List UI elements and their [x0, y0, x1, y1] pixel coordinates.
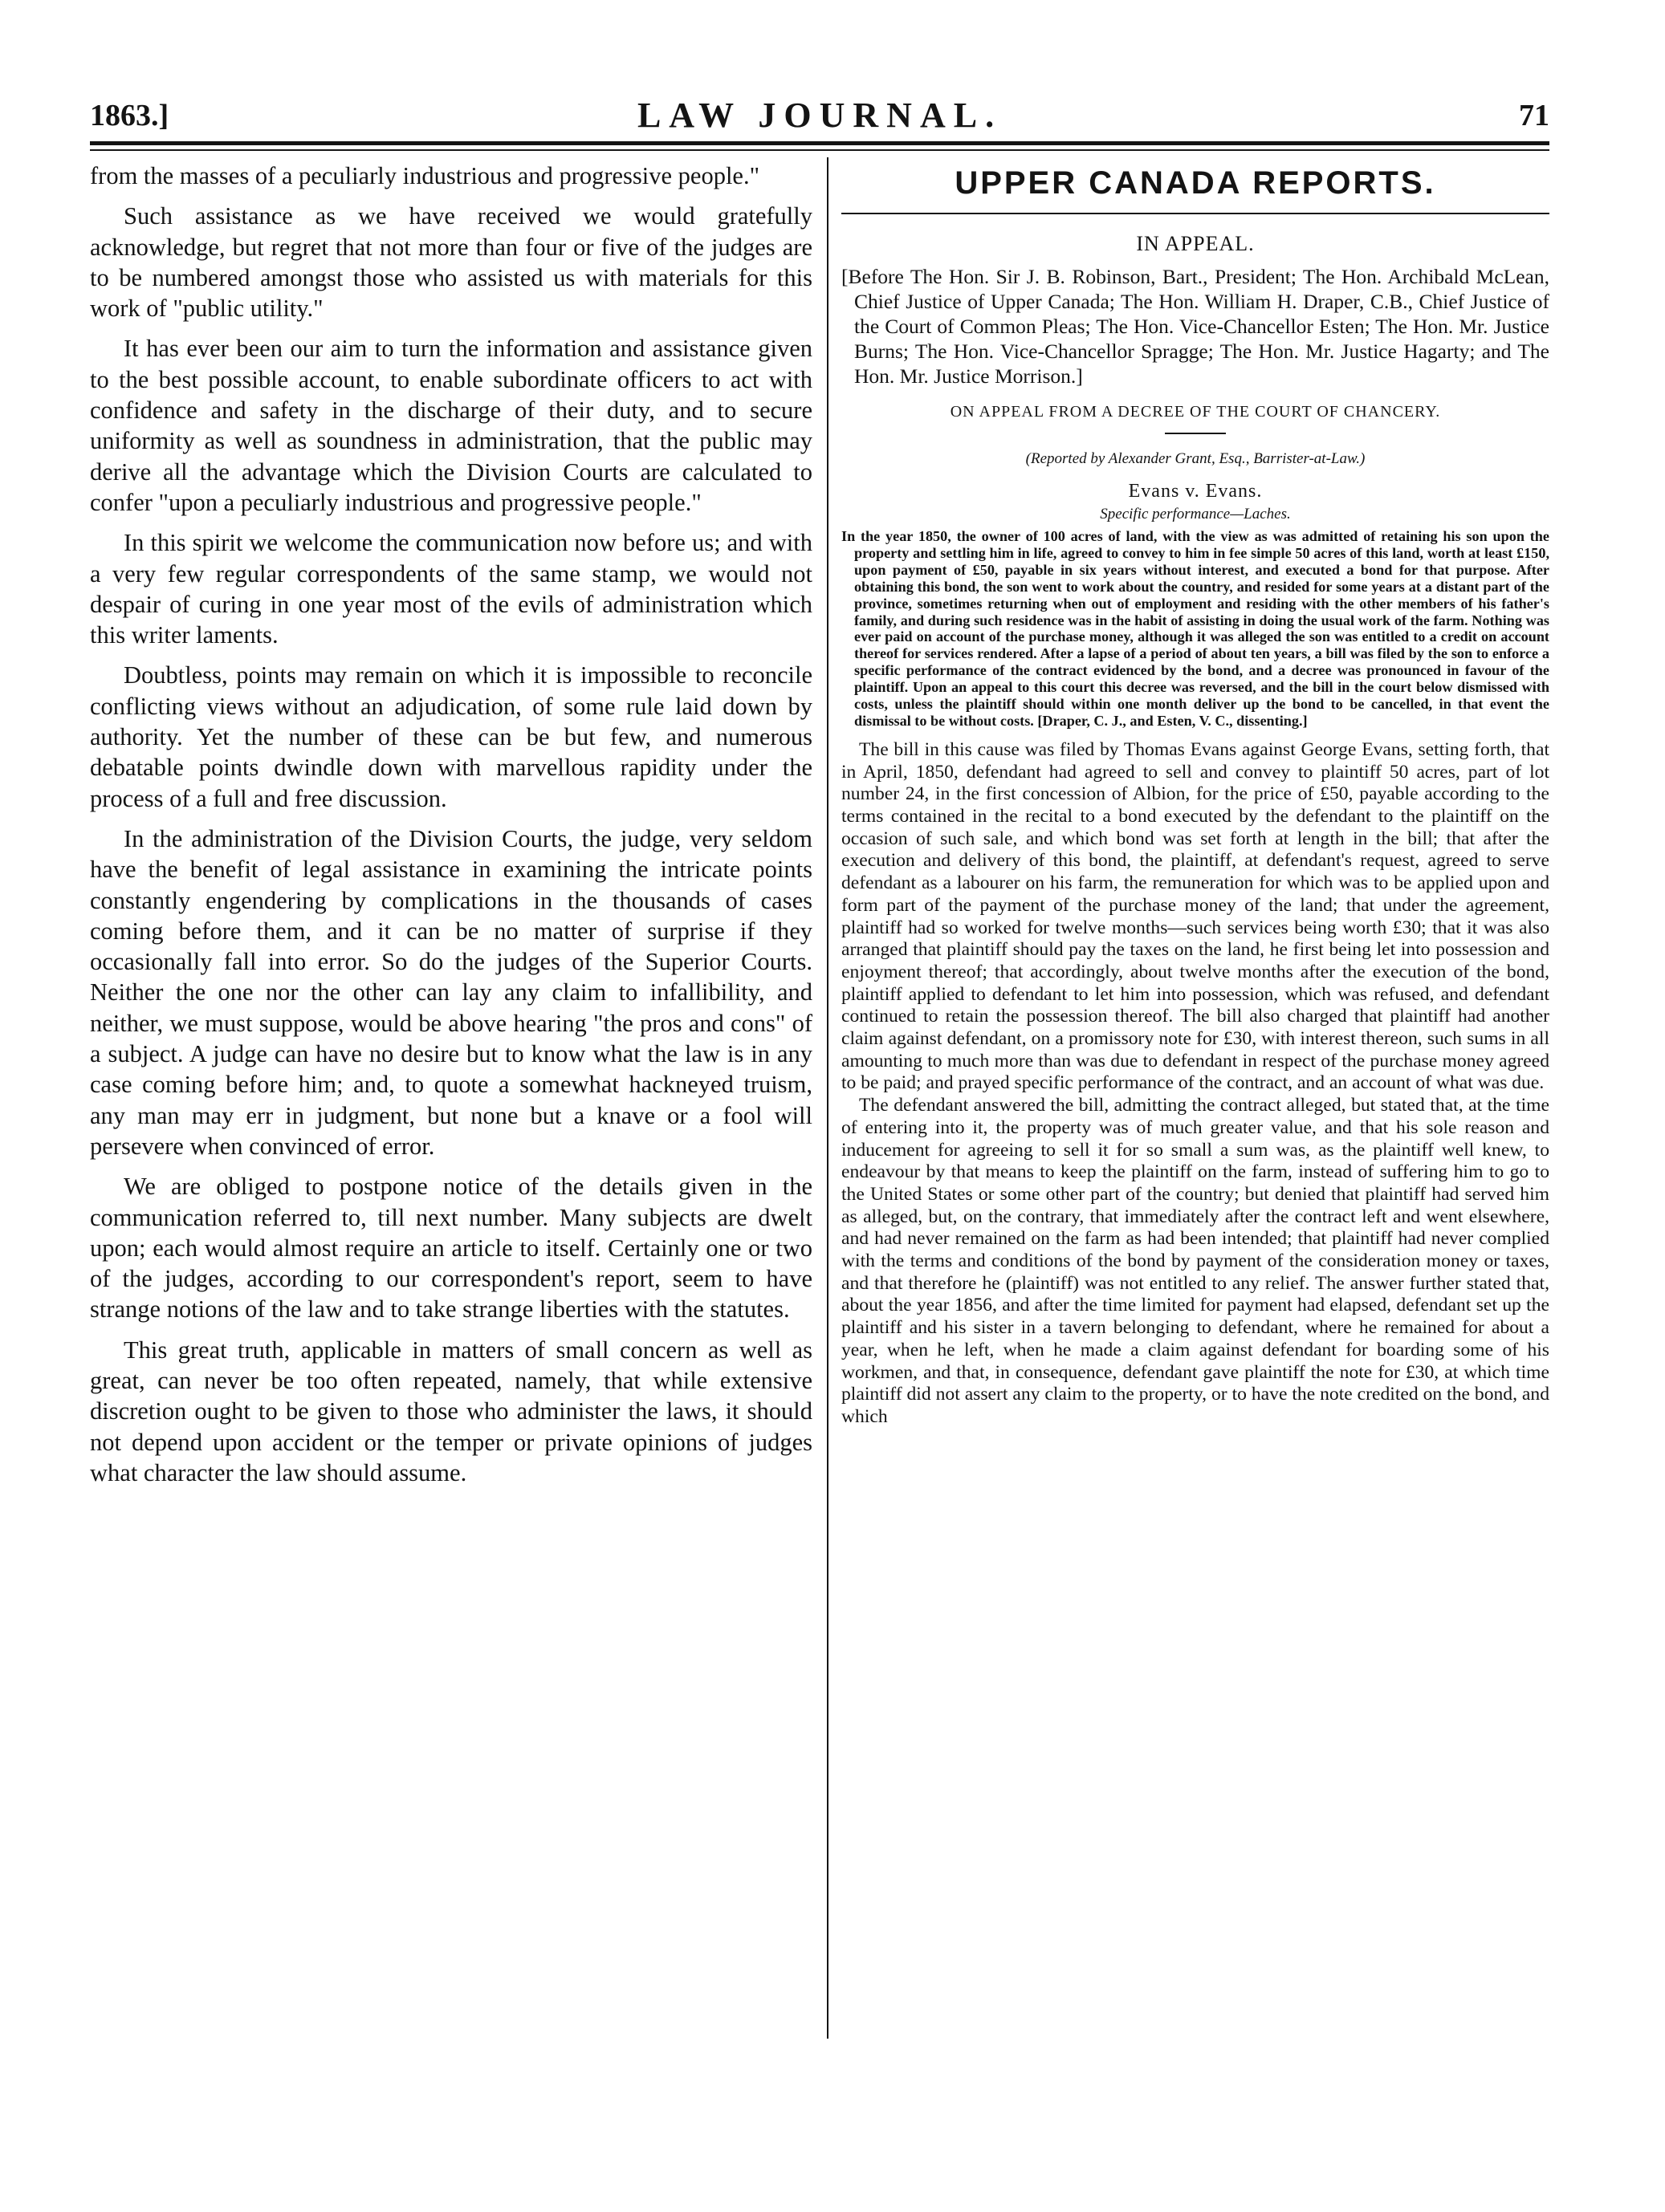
- left-paragraph: from the masses of a peculiarly industrious and progressive people.": [90, 162, 760, 189]
- right-column: [841, 161, 1549, 1429]
- left-paragraph: Such assistance as we have received we would gratefully acknowledge, but regret that not more than four or five of the judges are to be numbered amongst those who assisted us with materials for this work of "public utility.": [90, 202, 812, 323]
- case-body: [841, 739, 1549, 1429]
- section-rule: [841, 213, 1549, 214]
- reporter-credit: (Reported by Alexander Grant, Esq., Barrister-at-Law.): [1025, 450, 1366, 467]
- left-paragraph: In the administration of the Division Courts, the judge, very seldom have the benefit of legal assistance in examining the intricate points constantly engendering by complications in the thousands of cases coming before them, and it can be no matter of surprise if they occasionally fall into error. So do the judges of the Superior Courts. Neither the one nor the other can lay any claim to infallibility, and neither, we must suppose, would be above hearing "the pros and cons" of a subject. A judge can have no desire but to know what the law is in any case coming before him; and, to quote a somewhat hackneyed truism, any man may err in judgment, but none but a knave or a fool will persevere when convinced of error.: [90, 824, 812, 1160]
- column-divider: [827, 157, 828, 2039]
- running-header: [90, 95, 1549, 143]
- left-column: [90, 161, 812, 1498]
- left-paragraph: It has ever been our aim to turn the information and assistance given to the best possible account, to enable subordinate officers to act with confidence and safety in the discharge of their duty, and to secure uniformity as well as soundness in administration, that the public may derive all the advantage which the Division Courts are calculated to confer "upon a peculiarly industrious and progressive people.": [90, 335, 812, 516]
- page-number: 71: [1519, 99, 1549, 132]
- headnote: In the year 1850, the owner of 100 acres of land, with the view as was admitted of retaining his son upon the property and settling him in life, agreed to convey to him in fee simple 50 acres of this land, worth at least £150, upon payment of £50, payable in six years without interest, and executed a bond for that purpose. After obtaining this bond, the son went to work about the country, and resided for some years at a distant part of the province, sometimes returning when out of employment and residing with the other members of his father's family, and during such residence was in the habit of assisting in doing the usual work of the farm. Nothing was ever paid on account of the purchase money, although it was alleged the son was entitled to a credit on account thereof for services rendered. After a lapse of a period of about ten years, a bill was filed by the son to enforce a specific performance of the contract evidenced by the bond, and a decree was pronounced in favour of the plaintiff. Upon an appeal to this court this decree was reversed, and the bill in the court below dismissed with costs, unless the plaintiff should within one month deliver up the bond to be cancelled, in that event the dismissal to be without costs. [Draper, C. J., and Esten, V. C., dissenting.]: [841, 528, 1549, 729]
- short-rule: [1165, 433, 1226, 434]
- journal-title: LAW JOURNAL.: [637, 96, 1003, 135]
- bench-list: [Before The Hon. Sir J. B. Robinson, Bart., President; The Hon. Archibald McLean, Chief Justice of Upper Canada; The Hon. William H. Draper, C.B., Chief Justice of the Court of Common Pleas; The Hon. Vice-Chancellor Esten; The Hon. Mr. Justice Burns; The Hon. Vice-Chancellor Spragge; The Hon. Mr. Justice Hagarty; and The Hon. Mr. Justice Morrison.]: [841, 265, 1549, 388]
- left-paragraph: We are obliged to postpone notice of the details given in the communication referred to, till next number. Many subjects are dwelt upon; each would almost require an article to itself. Certainly one or two of the judges, according to our correspondent's report, seem to have strange notions of the law and to take strange liberties with the statutes.: [90, 1173, 812, 1324]
- left-paragraph: This great truth, applicable in matters of small concern as well as great, can never be too often repeated, namely, that while extensive discretion ought to be given to those who administer the laws, it should not depend upon accident or the temper or private opinions of judges what character the law should assume.: [90, 1336, 812, 1486]
- header-year: 1863.]: [90, 99, 169, 132]
- body-paragraph: The defendant answered the bill, admitting the contract alleged, but stated that, at the time of entering into it, the property was of much greater value, and that his sole reason and inducement for agreeing to sell it for so small a sum was, as the plaintiff well knew, to endeavour by that means to keep the plaintiff on the farm, instead of suffering him to go to the United States or some other part of the country; but denied that plaintiff had served him as alleged, but, on the contrary, that immediately after the contract left and went elsewhere, and had never remained on the farm as had been intended; that plaintiff had never complied with the terms and conditions of the bond by payment of the consideration money or taxes, and that therefore he (plaintiff) was not entitled to any relief. The answer further stated that, about the year 1856, and after the time limited for payment had elapsed, defendant set up the plaintiff and his sister in a tavern belonging to defendant, where he remained for about a year, when he left, when he made a claim against defendant for boarding some of his workmen, and that, in consequence, defendant gave plaintiff the note for £30, at which time plaintiff did not assert any claim to the property, or to have the note credited on the bond, and which: [841, 1095, 1549, 1427]
- case-name: Evans v. Evans.: [1128, 481, 1263, 502]
- header-rule-thick: [90, 141, 1549, 145]
- left-paragraph: In this spirit we welcome the communication now before us; and with a very few regular correspondents of the same stamp, we would not despair of curing in one year most of the evils of administration which this writer laments.: [90, 529, 812, 649]
- section-title: UPPER CANADA REPORTS.: [955, 165, 1436, 201]
- case-subject: Specific performance—Laches.: [1100, 506, 1291, 523]
- body-paragraph: The bill in this cause was filed by Thomas Evans against George Evans, setting forth, that in April, 1850, defendant had agreed to sell and convey to plaintiff 50 acres, part of lot number 24, in the first concession of Albion, for the price of £50, payable according to the terms contained in the recital to a bond executed by the defendant to the plaintiff on the occasion of such sale, and which bond was set forth at length in the bill; that after the execution and delivery of this bond, the plaintiff, at defendant's request, agreed to serve defendant as a labourer on his farm, the remuneration for which was to be applied upon and form part of the payment of the purchase money of the land; that under the agreement, plaintiff had so worked for twelve months—such services being worth £30; that it was also arranged that plaintiff should pay the taxes on the land, he first being let into possession and enjoyment thereof; that accordingly, about twelve months after the execution of the bond, plaintiff applied to defendant to let him into possession, which was refused, and defendant continued to retain the possession thereof. The bill also charged that plaintiff had another claim against defendant, on a promissory note for £30, with interest thereon, such sums in all amounting to much more than was due to defendant in respect of the purchase money agreed to be paid; and prayed specific performance of the contract, and an account of what was due.: [841, 738, 1549, 1094]
- appeal-line: ON APPEAL FROM A DECREE OF THE COURT OF CHANCERY.: [950, 403, 1441, 421]
- court-heading: IN APPEAL.: [1136, 232, 1255, 255]
- header-rule-thin: [90, 149, 1549, 151]
- left-paragraph: Doubtless, points may remain on which it is impossible to reconcile conflicting views without an adjudication, of some rule laid down by authority. Yet the number of these can be but few, and numerous debatable points dwindle down with marvellous rapidity under the process of a full and free discussion.: [90, 661, 812, 812]
